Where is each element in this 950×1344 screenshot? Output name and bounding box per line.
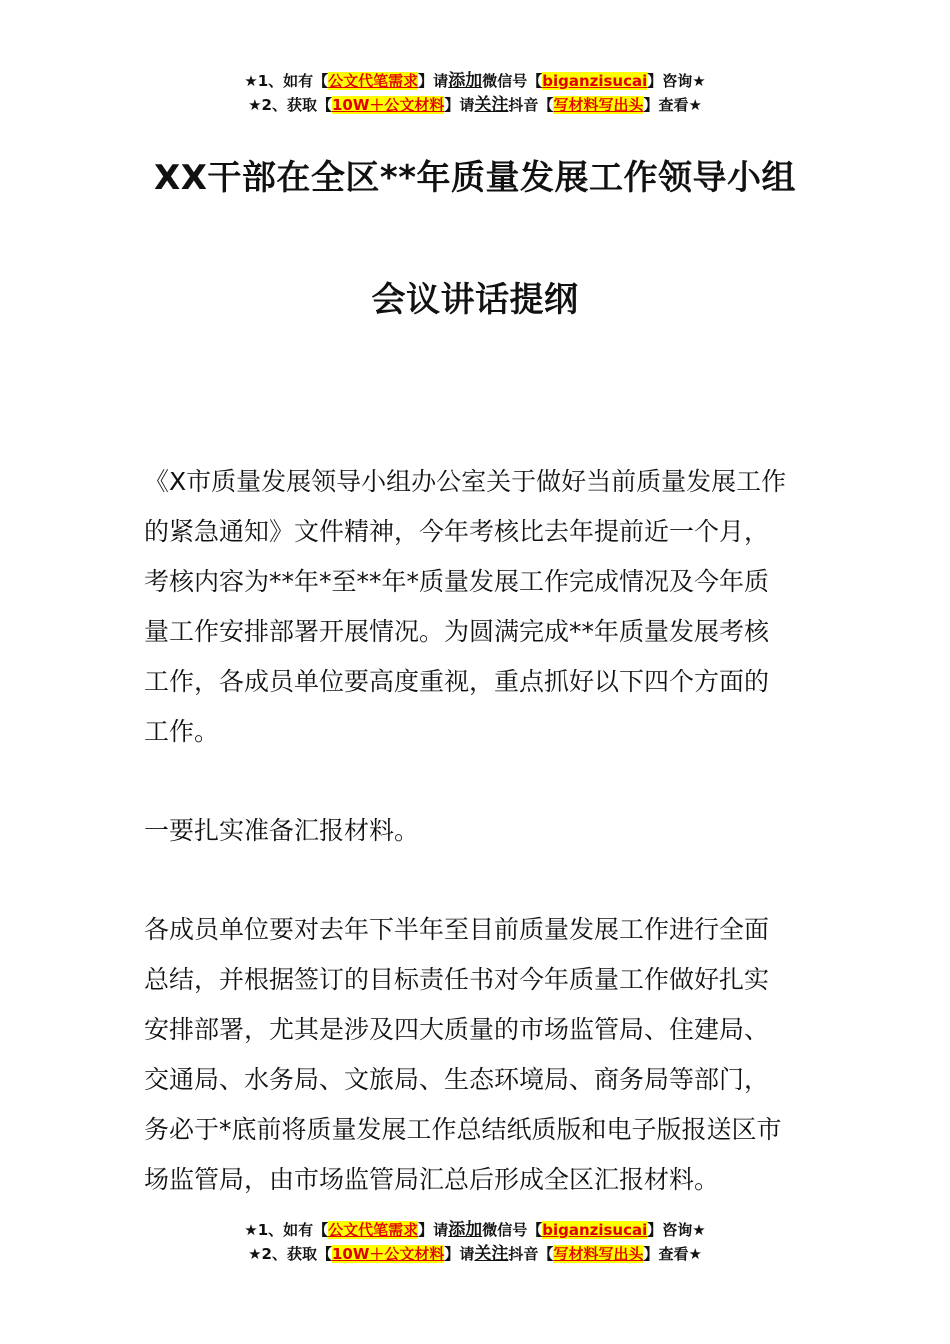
text-line: 工作。 xyxy=(144,717,220,746)
promo-text: 】请 xyxy=(444,1245,475,1263)
text-line: 工作，各成员单位要高度重视，重点抓好以下四个方面的 xyxy=(144,667,770,696)
text-line: 务必于*底前将质量发展工作总结纸质版和电子版报送区市 xyxy=(144,1115,782,1144)
promo-douyin-id: 写材料写出头 xyxy=(553,96,644,114)
promo-text: 微信号【 xyxy=(482,1221,543,1239)
promo-line-2-bottom xyxy=(0,1243,950,1265)
promo-line-1-bottom xyxy=(0,1219,950,1241)
promo-emphasis: 添加 xyxy=(448,1220,483,1240)
text-line: 的紧急通知》文件精神，今年考核比去年提前近一个月， xyxy=(144,517,770,546)
promo-line-2-top xyxy=(0,94,950,116)
text-line: 各成员单位要对去年下半年至目前质量发展工作进行全面 xyxy=(144,915,770,944)
promo-text: 】请 xyxy=(444,96,475,114)
paragraph-intro xyxy=(144,457,810,757)
promo-emphasis: 关注 xyxy=(474,1244,509,1264)
promo-text: 】请 xyxy=(418,72,449,90)
promo-highlight: 10W＋公文材料 xyxy=(331,96,445,114)
promo-text: 抖音【 xyxy=(508,1245,554,1263)
promo-text: 】咨询★ xyxy=(647,1221,706,1239)
promo-text: 】咨询★ xyxy=(647,72,706,90)
promo-douyin-id: 写材料写出头 xyxy=(553,1245,644,1263)
promo-text: ★2、获取【 xyxy=(248,1245,332,1263)
promo-highlight: 公文代笔需求 xyxy=(328,1221,419,1239)
promo-emphasis: 添加 xyxy=(448,71,483,91)
promo-text: 抖音【 xyxy=(508,96,554,114)
text-line: 一要扎实准备汇报材料。 xyxy=(144,816,420,845)
document-title-line-1: XX干部在全区**年质量发展工作领导小组 xyxy=(154,158,796,198)
promo-text: 】查看★ xyxy=(643,1245,702,1263)
promo-wechat-id: biganzisucai xyxy=(542,72,648,90)
promo-text: 微信号【 xyxy=(482,72,543,90)
paragraph-body-1 xyxy=(144,905,810,1205)
promo-text: 】查看★ xyxy=(643,96,702,114)
document-title-line-2: 会议讲话提纲 xyxy=(371,280,579,320)
promo-highlight: 10W＋公文材料 xyxy=(331,1245,445,1263)
text-line: 考核内容为**年*至**年*质量发展工作完成情况及今年质 xyxy=(144,567,770,596)
text-line: 场监管局，由市场监管局汇总后形成全区汇报材料。 xyxy=(144,1165,720,1194)
paragraph-heading-1 xyxy=(144,806,810,856)
promo-text: 】请 xyxy=(418,1221,449,1239)
text-line: 交通局、水务局、文旅局、生态环境局、商务局等部门， xyxy=(144,1065,770,1094)
text-line: 量工作安排部署开展情况。为圆满完成**年质量发展考核 xyxy=(144,617,770,646)
promo-text: ★2、获取【 xyxy=(248,96,332,114)
text-line: 总结，并根据签订的目标责任书对今年质量工作做好扎实 xyxy=(144,965,770,994)
promo-text: ★1、如有【 xyxy=(244,1221,329,1239)
text-line: 安排部署，尤其是涉及四大质量的市场监管局、住建局、 xyxy=(144,1015,770,1044)
promo-line-1-top xyxy=(0,70,950,92)
promo-emphasis: 关注 xyxy=(474,95,509,115)
text-line: 《X市质量发展领导小组办公室关于做好当前质量发展工作 xyxy=(144,467,787,496)
promo-highlight: 公文代笔需求 xyxy=(328,72,419,90)
promo-wechat-id: biganzisucai xyxy=(542,1221,648,1239)
promo-text: ★1、如有【 xyxy=(244,72,329,90)
